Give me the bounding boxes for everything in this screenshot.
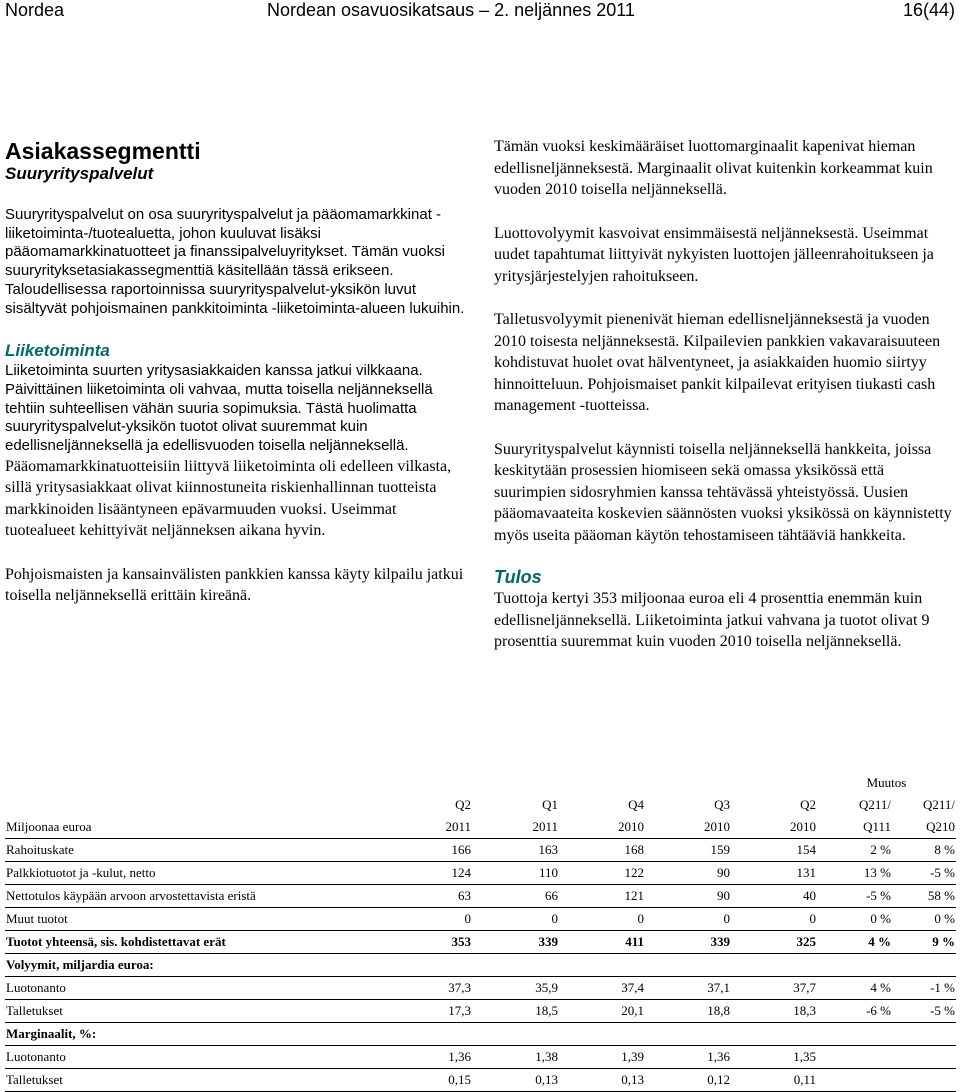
page-header: [5, 0, 955, 22]
row-label: Talletukset: [5, 1069, 375, 1092]
table-cell: 37,4: [559, 977, 645, 1000]
page-number: 16(44): [902, 0, 955, 20]
row-label: Marginaalit, %:: [5, 1023, 375, 1046]
col-header: Q211/: [922, 797, 955, 812]
table-cell: 35,9: [472, 977, 559, 1000]
result-paragraph: Tuottoja kertyi 353 miljoonaa euroa eli 4 prosenttia enemmän kuin edellisneljänneksellä. Liiketoiminta jatkui vahvana ja tuotot olivat 9 prosenttia suuremmat kuin vuoden 2010 toisella neljänneksellä.: [494, 590, 930, 650]
table-header-row-top: [5, 794, 956, 816]
table-cell: -5 %: [892, 1000, 956, 1023]
row-label: Rahoituskate: [5, 839, 375, 862]
table-cell: 163: [472, 839, 559, 862]
table-cell: 18,3: [731, 1000, 817, 1023]
section-subtitle: Suuryrityspalvelut: [5, 164, 154, 183]
col-header: Q211/: [858, 797, 891, 812]
col-header: 2011: [472, 816, 559, 839]
table-header-row-muutos: [5, 772, 956, 794]
unit-label: Miljoonaa euroa: [5, 816, 375, 839]
col-header: Q210: [892, 816, 956, 839]
table-cell: [817, 1046, 892, 1069]
business-paragraph-3: Pohjoismaisten ja kansainvälisten pankkien kanssa käyty kilpailu jatkui toisella neljänneksellä erittäin kireänä.: [5, 565, 464, 605]
table-row: [5, 931, 956, 954]
financial-table: [5, 772, 956, 1092]
table-cell: 1,35: [731, 1046, 817, 1069]
intro-paragraph: Suuryrityspalvelut on osa suuryrityspalvelut ja pääomamarkkinat -liiketoiminta-/tuotealuetta, johon kuuluvat lisäksi pääomamarkkinatuotteet ja finanssipalveluyritykset. Tämän vuoksi suuryrityksetasiakassegmenttiä käsitellään tässä erikseen. Taloudellisessa raportoinnissa suuryrityspalvelut-yksikön luvut sisältyvät pohjoismainen pankkitoiminta -liiketoiminta-alueen lukuihin.: [5, 206, 465, 317]
table-cell: 122: [559, 862, 645, 885]
row-label: Volyymit, miljardia euroa:: [5, 954, 375, 977]
table-cell: [472, 954, 559, 977]
col-header: 2010: [645, 816, 731, 839]
table-cell: 0: [375, 908, 472, 931]
table-row: [5, 885, 956, 908]
projects-paragraph: Suuryrityspalvelut käynnisti toisella neljänneksellä hankkeita, joissa keskitytään prosessien hiomiseen sekä omassa yksikössä että suurimpien sidosryhmien kanssa tehtävässä yhteistyössä. Uusien pääomavaateita koskevien säännösten vuoksi yksikössä on käynnistetty myös useita pääoman käytön tehostamiseen tähtääviä hankkeita.: [494, 440, 952, 544]
table-cell: 37,3: [375, 977, 472, 1000]
table-row: [5, 1023, 956, 1046]
brand-name: Nordea: [5, 0, 65, 20]
table-cell: 90: [645, 885, 731, 908]
table-cell: [645, 954, 731, 977]
table-cell: 1,36: [645, 1046, 731, 1069]
table-cell: 0 %: [892, 908, 956, 931]
table-cell: 339: [472, 931, 559, 954]
col-header: Q2: [800, 797, 816, 812]
table-cell: 37,1: [645, 977, 731, 1000]
table-cell: 4 %: [817, 977, 892, 1000]
table-cell: [817, 1023, 892, 1046]
table-cell: 2 %: [817, 839, 892, 862]
table-row: [5, 839, 956, 862]
table-cell: 37,7: [731, 977, 817, 1000]
table-cell: [892, 1069, 956, 1092]
table-cell: 9 %: [892, 931, 956, 954]
table-cell: 0: [472, 908, 559, 931]
business-paragraph-2: Pääomamarkkinatuotteisiin liittyvä liiketoiminta oli edelleen vilkasta, sillä yritysasiakkaat olivat kiinnostuneita riskienhallinnan tuotteista markkinoiden lisääntyneen epävarmuuden vuoksi. Useimmat tuotealueet kehittyivät neljänneksen aikana hyvin.: [5, 457, 452, 540]
report-title: Nordean osavuosikatsaus – 2. neljännes 2011: [267, 0, 635, 20]
table-row: [5, 977, 956, 1000]
table-cell: 131: [731, 862, 817, 885]
col-header: Q3: [714, 797, 730, 812]
table-cell: 159: [645, 839, 731, 862]
table-cell: [817, 1069, 892, 1092]
col-header: 2010: [559, 816, 645, 839]
table-row: [5, 908, 956, 931]
table-cell: [375, 1023, 472, 1046]
table-cell: 339: [645, 931, 731, 954]
table-row: [5, 1046, 956, 1069]
table-cell: 110: [472, 862, 559, 885]
col-header: Q111: [817, 816, 892, 839]
table-cell: 66: [472, 885, 559, 908]
table-row: [5, 862, 956, 885]
table-cell: 17,3: [375, 1000, 472, 1023]
table-cell: 353: [375, 931, 472, 954]
table-row: [5, 1069, 956, 1092]
table-cell: -6 %: [817, 1000, 892, 1023]
table-row: [5, 954, 956, 977]
table-cell: 0: [559, 908, 645, 931]
table-cell: [645, 1023, 731, 1046]
col-header: Q2: [455, 797, 471, 812]
table-cell: 0,13: [559, 1069, 645, 1092]
right-column: [494, 136, 954, 653]
table-cell: [892, 1023, 956, 1046]
table-cell: [731, 1023, 817, 1046]
table-cell: 154: [731, 839, 817, 862]
table-cell: 0,13: [472, 1069, 559, 1092]
table-cell: 63: [375, 885, 472, 908]
table-cell: 0: [645, 908, 731, 931]
table-cell: 90: [645, 862, 731, 885]
table-cell: 0,11: [731, 1069, 817, 1092]
row-label: Palkkiotuotot ja -kulut, netto: [5, 862, 375, 885]
table-cell: 8 %: [892, 839, 956, 862]
table-cell: 166: [375, 839, 472, 862]
table-cell: 18,8: [645, 1000, 731, 1023]
deposits-paragraph: Talletusvolyymit pienenivät hieman edellisneljänneksestä ja vuoden 2010 toisesta neljänneksestä. Kilpailevien pankkien vakavaraisuuteen kohdistuvat huolet ovat hälventyneet, ja asiakkaiden huomio siirtyy hinnoitteluun. Pohjoismaiset pankit kilpailevat erityisen tiukasti cash management -tuotteissa.: [494, 311, 941, 414]
table-cell: [559, 1023, 645, 1046]
result-heading: Tulos: [494, 567, 542, 587]
table-cell: [472, 1023, 559, 1046]
muutos-label: Muutos: [866, 775, 907, 790]
row-label: Luotonanto: [5, 1046, 375, 1069]
table-cell: [731, 954, 817, 977]
lending-paragraph: Luottovolyymit kasvoivat ensimmäisestä neljänneksestä. Useimmat uudet tapahtumat liittyivät nykyisten luottojen jälleenrahoitukseen ja yritysjärjestelyjen rahoitukseen.: [494, 224, 934, 285]
row-label: Luotonanto: [5, 977, 375, 1000]
table-cell: 20,1: [559, 1000, 645, 1023]
table-cell: 124: [375, 862, 472, 885]
table-cell: 1,36: [375, 1046, 472, 1069]
table-cell: [559, 954, 645, 977]
table-cell: 13 %: [817, 862, 892, 885]
table-row: [5, 1000, 956, 1023]
table-cell: [892, 1046, 956, 1069]
col-header: 2010: [731, 816, 817, 839]
table-cell: 0 %: [817, 908, 892, 931]
table-cell: 4 %: [817, 931, 892, 954]
row-label: Nettotulos käypään arvoon arvostettavista eristä: [5, 885, 375, 908]
table-cell: [892, 954, 956, 977]
row-label: Talletukset: [5, 1000, 375, 1023]
table-cell: -1 %: [892, 977, 956, 1000]
table-cell: 411: [559, 931, 645, 954]
table-header-row-bottom: [5, 816, 956, 839]
table-cell: 0,12: [645, 1069, 731, 1092]
table-cell: 40: [731, 885, 817, 908]
table-cell: [817, 954, 892, 977]
margin-paragraph: Tämän vuoksi keskimääräiset luottomarginaalit kapenivat hieman edellisneljänneksestä. Marginaalit olivat kuitenkin korkeammat kuin vuoden 2010 toisella neljänneksellä.: [494, 138, 933, 198]
table-cell: -5 %: [817, 885, 892, 908]
table-cell: 1,38: [472, 1046, 559, 1069]
table-cell: 0: [731, 908, 817, 931]
table-cell: 121: [559, 885, 645, 908]
table-cell: 1,39: [559, 1046, 645, 1069]
left-column: [5, 138, 470, 607]
table-cell: 325: [731, 931, 817, 954]
business-paragraph-1: Liiketoiminta suurten yritysasiakkaiden kanssa jatkui vilkkaana. Päivittäinen liiketoiminta oli vahvaa, mutta toisella neljänneksellä tehtiin suhteellisen vähän suuria sopimuksia. Tästä huolimatta suuryrityspalvelut-yksikön tuotot olivat suuremmat kuin edellisneljänneksellä ja edellisvuoden toisella neljänneksellä.: [5, 362, 433, 455]
table-cell: 58 %: [892, 885, 956, 908]
section-title: Asiakassegmentti: [5, 138, 201, 164]
row-label: Tuotot yhteensä, sis. kohdistettavat erät: [5, 931, 375, 954]
table-cell: [375, 954, 472, 977]
col-header: Q1: [542, 797, 558, 812]
col-header: Q4: [628, 797, 644, 812]
table-cell: 18,5: [472, 1000, 559, 1023]
table-cell: 168: [559, 839, 645, 862]
table-cell: 0,15: [375, 1069, 472, 1092]
table-cell: -5 %: [892, 862, 956, 885]
business-heading: Liiketoiminta: [5, 341, 110, 361]
col-header: 2011: [375, 816, 472, 839]
row-label: Muut tuotot: [5, 908, 375, 931]
